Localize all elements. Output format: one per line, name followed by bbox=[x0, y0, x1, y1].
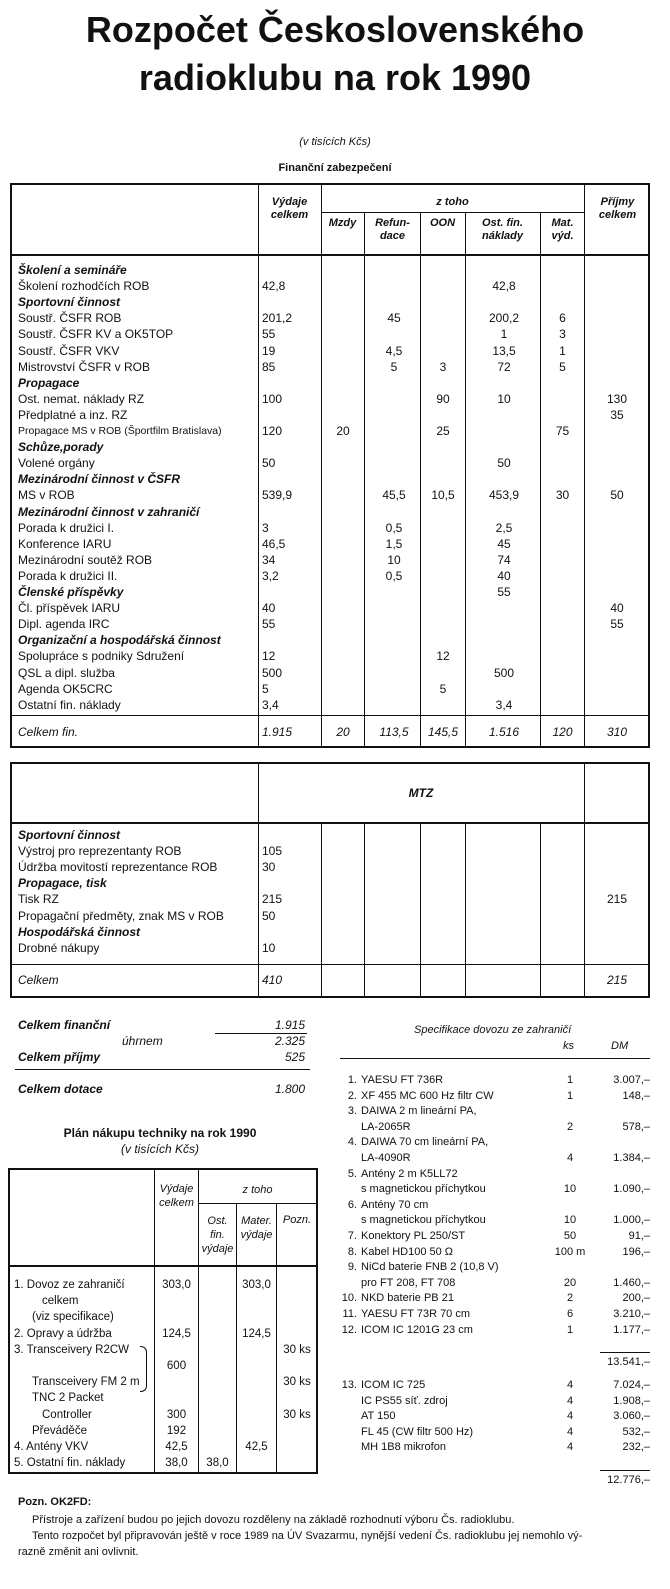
spec-num: 11. bbox=[342, 1308, 357, 1320]
spec-item-name: NiCd baterie FNB 2 (10,8 V) bbox=[361, 1261, 499, 1274]
plan-hdr-ztoho: z toho bbox=[242, 1184, 273, 1196]
col-divider bbox=[465, 212, 466, 747]
plan-cell-pozn: 30 ks bbox=[283, 1408, 311, 1421]
spec-dm: 1.090,– bbox=[613, 1183, 650, 1196]
cell-ref: 45 bbox=[387, 311, 401, 326]
cell-pr: 50 bbox=[610, 488, 624, 503]
spec-item-name: Konektory PL 250/ST bbox=[361, 1230, 466, 1242]
spec-num: 1. bbox=[347, 1074, 357, 1086]
spec-num: 10. bbox=[341, 1292, 357, 1305]
cell-v: 55 bbox=[262, 617, 276, 632]
spec-num: 9. bbox=[347, 1261, 357, 1274]
row-label: Soustř. ČSFR KV a OK5TOP bbox=[18, 327, 174, 342]
spec-rule bbox=[340, 1058, 650, 1059]
total-label: Celkem fin. bbox=[18, 725, 79, 739]
sum-uhrnem-label: úhrnem bbox=[122, 1034, 163, 1048]
spec-item-name: FL 45 (CW filtr 500 Hz) bbox=[361, 1425, 474, 1438]
row-divider bbox=[198, 1203, 317, 1204]
spec-item-name: s magnetickou příchytkou bbox=[361, 1214, 486, 1227]
plan-hdr-mater: Mater. výdaje bbox=[240, 1215, 273, 1241]
plan-cell-v: 42,5 bbox=[165, 1441, 188, 1453]
row-label: Porada k družici II. bbox=[18, 568, 118, 583]
row-label: Propagace MS v ROB (Športfilm Bratislava) bbox=[18, 425, 222, 437]
spec-item-name: DAIWA 2 m lineární PA, bbox=[361, 1105, 477, 1118]
plan-units: (v tisících Kčs) bbox=[120, 1142, 199, 1156]
sum-prijmy-label: Celkem příjmy bbox=[18, 1050, 101, 1064]
plan-cell-v: 600 bbox=[166, 1360, 187, 1372]
spec-dm: 7.024,– bbox=[613, 1379, 650, 1391]
plan-row-label: 3. Transceivery R2CW bbox=[14, 1343, 130, 1356]
cell-v: 120 bbox=[262, 424, 283, 438]
cell-ost: 74 bbox=[497, 552, 511, 567]
plan-cell-mat: 124,5 bbox=[242, 1327, 271, 1340]
total-v: 410 bbox=[262, 973, 283, 987]
hdr-oon: OON bbox=[429, 217, 456, 229]
sum-fin-value: 1.915 bbox=[274, 1018, 305, 1032]
cell-ost: 42,8 bbox=[492, 279, 516, 294]
cell-pr: 40 bbox=[610, 601, 624, 616]
spec-dm: 196,– bbox=[622, 1245, 650, 1258]
spec-item-name: XF 455 MC 600 Hz filtr CW bbox=[361, 1089, 494, 1102]
cell-v: 12 bbox=[262, 649, 276, 664]
spec-item-name: YAESU FT 73R 70 cm bbox=[361, 1308, 471, 1320]
cell-ost: 40 bbox=[497, 568, 511, 583]
cell-v: 5 bbox=[262, 681, 269, 696]
total-ref: 113,5 bbox=[379, 725, 409, 739]
cell-v: 3,4 bbox=[262, 697, 279, 712]
total-mzdy: 20 bbox=[336, 725, 350, 739]
plan-cell-v: 124,5 bbox=[162, 1327, 191, 1340]
spec-item-name: AT 150 bbox=[361, 1410, 396, 1423]
plan-cell-pozn: 30 ks bbox=[283, 1376, 311, 1389]
spec-ks: 1 bbox=[566, 1323, 574, 1336]
spec-item-name: ICOM IC 725 bbox=[361, 1379, 426, 1391]
cell-ref: 0,5 bbox=[385, 568, 403, 583]
cell-ost: 72 bbox=[497, 359, 511, 374]
cell-oon: 5 bbox=[439, 681, 447, 696]
total-pr: 310 bbox=[606, 725, 628, 739]
spec-num: 3. bbox=[347, 1105, 357, 1118]
spec-num: 6. bbox=[347, 1198, 357, 1211]
cell-oon: 25 bbox=[436, 424, 450, 438]
cell-v: 19 bbox=[262, 343, 276, 358]
cell-v: 100 bbox=[262, 391, 283, 406]
spec-item-name: DAIWA 70 cm lineární PA, bbox=[361, 1136, 489, 1149]
plan-row-label: Transceivery FM 2 m bbox=[32, 1376, 140, 1389]
spec-dm: 232,– bbox=[622, 1441, 650, 1454]
spec-dm: 3.060,– bbox=[613, 1410, 650, 1423]
row-label: Porada k družici I. bbox=[18, 520, 115, 535]
spec-dm-header: DM bbox=[611, 1040, 629, 1052]
cell-v: 215 bbox=[262, 892, 283, 907]
plan-row-label: 1. Dovoz ze zahraničí bbox=[14, 1279, 125, 1291]
hdr-refundace: Refun-dace bbox=[375, 217, 410, 242]
total-oon: 145,5 bbox=[427, 725, 459, 739]
cell-v: 34 bbox=[262, 552, 276, 567]
page-title-line1: Rozpočet Československého bbox=[85, 9, 585, 50]
total-pr: 215 bbox=[606, 973, 628, 987]
plan-cell-ost: 38,0 bbox=[206, 1457, 229, 1470]
row-label: Výstroj pro reprezentanty ROB bbox=[18, 844, 182, 859]
cell-ost: 13,5 bbox=[492, 343, 516, 358]
plan-row-label: (viz specifikace) bbox=[32, 1311, 114, 1324]
hdr-ost: Ost. fin. náklady bbox=[482, 217, 523, 242]
spec-ks: 1 bbox=[566, 1089, 574, 1102]
cell-ost: 2,5 bbox=[495, 520, 513, 535]
spec-ks: 10 bbox=[563, 1214, 577, 1227]
cell-v: 46,5 bbox=[262, 536, 286, 551]
category-label: Organizační a hospodářská činnost bbox=[18, 633, 221, 648]
plan-row-label: 2. Opravy a údržba bbox=[14, 1327, 112, 1340]
plan-row-label: 5. Ostatní fin. náklady bbox=[14, 1457, 126, 1470]
total-label: Celkem bbox=[18, 973, 59, 987]
note-line-3: razně změnit ani ovlivnit. bbox=[18, 1546, 139, 1558]
plan-hdr-ost: Ost. fin. výdaje bbox=[201, 1215, 234, 1255]
spec-total: 12.776,– bbox=[607, 1474, 650, 1486]
spec-ks: 4 bbox=[566, 1152, 574, 1164]
spec-dm: 1.908,– bbox=[613, 1394, 650, 1407]
cell-ref: 1,5 bbox=[385, 536, 403, 551]
col-divider bbox=[540, 822, 541, 997]
cell-mat: 6 bbox=[559, 311, 566, 326]
cell-ost: 10 bbox=[497, 391, 511, 406]
spec-item-name: NKD baterie PB 21 bbox=[361, 1292, 454, 1305]
category-label: Sportovní činnost bbox=[18, 828, 120, 842]
spec-ks-header: ks bbox=[563, 1040, 574, 1052]
cell-ref: 4,5 bbox=[385, 343, 403, 358]
spec-dm: 1.000,– bbox=[613, 1214, 650, 1227]
row-divider bbox=[11, 715, 649, 716]
spec-ks: 4 bbox=[566, 1394, 574, 1407]
spec-item-name: Kabel HD100 50 Ω bbox=[361, 1245, 454, 1258]
category-label: Propagace bbox=[18, 375, 80, 390]
spec-dm: 91,– bbox=[628, 1230, 650, 1242]
spec-item-name: IC PS55 síť. zdroj bbox=[361, 1394, 448, 1407]
hdr-prijmy: Příjmy celkem bbox=[598, 196, 637, 221]
cell-v: 3,2 bbox=[262, 568, 279, 583]
category-label: Mezinárodní činnost v zahraničí bbox=[18, 504, 200, 519]
row-label: Dipl. agenda IRC bbox=[18, 617, 110, 632]
cell-ost: 1 bbox=[500, 327, 508, 342]
category-label: Školení a semináře bbox=[18, 263, 127, 277]
plan-row-label: Převáděče bbox=[32, 1424, 87, 1437]
row-label: Soustř. ČSFR VKV bbox=[18, 343, 120, 358]
cell-v: 539,9 bbox=[262, 488, 293, 503]
plan-cell-v: 192 bbox=[166, 1424, 187, 1437]
cell-v: 201,2 bbox=[262, 311, 293, 326]
col-divider bbox=[321, 822, 322, 997]
sum-dotace-label: Celkem dotace bbox=[18, 1082, 103, 1096]
cell-oon: 10,5 bbox=[431, 488, 455, 503]
col-divider bbox=[258, 184, 259, 747]
spec-item-name: Antény 2 m K5LL72 bbox=[361, 1167, 458, 1180]
spec-total-rule bbox=[600, 1470, 650, 1471]
cell-v: 105 bbox=[262, 844, 283, 859]
spec-item-name: MH 1B8 mikrofon bbox=[361, 1441, 446, 1454]
col-divider bbox=[321, 184, 322, 747]
spec-subtotal: 13.541,– bbox=[607, 1356, 650, 1368]
spec-item-name: pro FT 208, FT 708 bbox=[361, 1276, 456, 1289]
spec-dm: 1.177,– bbox=[613, 1323, 650, 1336]
total-mat: 120 bbox=[552, 725, 573, 739]
spec-ks: 4 bbox=[566, 1379, 574, 1391]
spec-subtotal-rule bbox=[600, 1352, 650, 1353]
plan-cell-v: 300 bbox=[166, 1408, 187, 1421]
category-label: Hospodářská činnost bbox=[18, 924, 141, 939]
cell-ost: 200,2 bbox=[488, 311, 520, 326]
row-label: Údržba movitostí reprezentance ROB bbox=[18, 860, 218, 875]
spec-item-name: LA-2065R bbox=[361, 1120, 411, 1133]
category-label: Členské příspěvky bbox=[18, 585, 124, 599]
units-note: (v tisících Kčs) bbox=[299, 136, 371, 148]
row-label: Propagační předměty, znak MS v ROB bbox=[18, 908, 224, 923]
cell-mat: 75 bbox=[555, 424, 570, 438]
spec-ks: 2 bbox=[566, 1120, 574, 1133]
row-label: MS v ROB bbox=[18, 488, 75, 503]
sum-uhrnem-value: 2.325 bbox=[274, 1034, 305, 1048]
spec-num: 4. bbox=[347, 1136, 357, 1149]
spec-ks: 20 bbox=[563, 1276, 577, 1289]
spec-dm: 200,– bbox=[622, 1292, 650, 1305]
col-divider bbox=[420, 212, 421, 747]
spec-num: 13. bbox=[341, 1379, 357, 1391]
cell-mzdy: 20 bbox=[336, 424, 350, 438]
spec-num: 5. bbox=[347, 1167, 357, 1180]
cell-oon: 3 bbox=[439, 359, 447, 374]
cell-v: 50 bbox=[262, 456, 276, 471]
cell-ost: 500 bbox=[493, 665, 515, 680]
group-brace bbox=[140, 1346, 147, 1392]
spec-ks: 2 bbox=[566, 1292, 574, 1305]
hdr-mat: Mat. výd. bbox=[551, 217, 574, 242]
col-divider bbox=[465, 822, 466, 997]
cell-ost: 45 bbox=[497, 536, 511, 551]
row-divider bbox=[11, 254, 649, 256]
plan-cell-v: 38,0 bbox=[165, 1457, 188, 1470]
note-line-2: Tento rozpočet byl připravován ještě v roce 1989 na ÚV Svazarmu, nynější vedení Čs. radioklubu jej nemohlo vý- bbox=[32, 1530, 583, 1542]
section-title: Finanční zabezpečení bbox=[278, 162, 392, 174]
row-divider bbox=[321, 212, 584, 213]
row-divider bbox=[11, 964, 649, 965]
cell-v: 3 bbox=[262, 520, 269, 535]
plan-cell-pozn: 30 ks bbox=[283, 1343, 311, 1356]
row-label: Drobné nákupy bbox=[18, 940, 100, 955]
col-divider bbox=[584, 184, 585, 747]
category-label: Propagace, tisk bbox=[18, 876, 107, 891]
category-label: Mezinárodní činnost v ČSFR bbox=[18, 472, 181, 487]
hdr-vydaje: Výdaje celkem bbox=[270, 196, 309, 221]
spec-dm: 1.384,– bbox=[613, 1152, 650, 1164]
hdr-ztoho: z toho bbox=[436, 196, 469, 208]
cell-ref: 0,5 bbox=[385, 520, 403, 535]
spec-num: 7. bbox=[347, 1230, 357, 1242]
spec-ks: 4 bbox=[566, 1441, 574, 1454]
col-divider bbox=[364, 822, 365, 997]
note-title: Pozn. OK2FD: bbox=[18, 1496, 92, 1508]
row-label: Mistrovství ČSFR v ROB bbox=[18, 359, 151, 374]
spec-ks: 6 bbox=[566, 1308, 574, 1320]
col-divider bbox=[540, 212, 541, 747]
row-label: Tisk RZ bbox=[18, 892, 59, 907]
cell-ref: 45,5 bbox=[382, 488, 406, 503]
cell-pr: 55 bbox=[610, 617, 624, 632]
spec-dm: 3.007,– bbox=[613, 1074, 650, 1086]
spec-item-name: ICOM IC 1201G 23 cm bbox=[361, 1323, 473, 1336]
plan-row-label: 4. Antény VKV bbox=[14, 1441, 89, 1453]
cell-mat: 3 bbox=[559, 327, 566, 342]
sum-rule bbox=[215, 1033, 307, 1034]
cell-ost: 50 bbox=[497, 456, 511, 471]
row-label: Mezinárodní soutěž ROB bbox=[18, 552, 153, 567]
cell-oon: 12 bbox=[436, 649, 450, 664]
cell-v: 55 bbox=[262, 327, 276, 342]
col-divider bbox=[420, 822, 421, 997]
plan-row-label: Controller bbox=[42, 1408, 92, 1421]
spec-item-name: Antény 70 cm bbox=[361, 1198, 429, 1211]
plan-hdr-vydaje: Výdaje celkem bbox=[159, 1183, 194, 1209]
row-label: Školení rozhodčích ROB bbox=[18, 279, 150, 294]
col-divider bbox=[276, 1203, 277, 1473]
row-label: Agenda OK5CRC bbox=[18, 681, 113, 696]
row-label: Ostatní fin. náklady bbox=[18, 697, 121, 712]
row-divider bbox=[9, 1265, 317, 1267]
spec-dm: 148,– bbox=[622, 1089, 650, 1102]
spec-item-name: YAESU FT 736R bbox=[361, 1074, 444, 1086]
plan-row-label: TNC 2 Packet bbox=[32, 1392, 104, 1405]
cell-ost: 55 bbox=[497, 585, 511, 599]
spec-ks: 4 bbox=[566, 1410, 574, 1423]
cell-v: 10 bbox=[262, 940, 276, 955]
spec-ks: 1 bbox=[566, 1074, 574, 1086]
spec-ks: 50 bbox=[563, 1230, 577, 1242]
spec-item-name: LA-4090R bbox=[361, 1152, 411, 1164]
note-line-1: Přístroje a zařízení budou po jejich dovozu rozděleny na základě rozhodnutí výboru Čs. radioklubu. bbox=[32, 1514, 515, 1526]
col-divider bbox=[584, 763, 585, 997]
cell-pr: 130 bbox=[606, 391, 628, 406]
row-label: Spolupráce s podniky Sdružení bbox=[18, 649, 185, 664]
cell-mat: 1 bbox=[559, 343, 566, 358]
row-label: Volené orgány bbox=[18, 456, 95, 471]
plan-cell-mat: 303,0 bbox=[242, 1279, 271, 1291]
row-label: Konference IARU bbox=[18, 536, 112, 551]
plan-cell-v: 303,0 bbox=[162, 1279, 191, 1291]
row-label: Předplatné a inz. RZ bbox=[18, 407, 128, 422]
row-divider bbox=[11, 822, 649, 824]
cell-v: 40 bbox=[262, 601, 276, 616]
row-label: Soustř. ČSFR ROB bbox=[18, 311, 122, 326]
spec-dm: 1.460,– bbox=[613, 1276, 650, 1289]
sum-dotace-value: 1.800 bbox=[274, 1082, 305, 1096]
spec-dm: 532,– bbox=[622, 1425, 650, 1438]
spec-item-name: s magnetickou příchytkou bbox=[361, 1183, 486, 1196]
plan-row-label: celkem bbox=[42, 1295, 79, 1308]
cell-v: 50 bbox=[262, 908, 276, 923]
page-title-line2: radioklubu na rok 1990 bbox=[138, 57, 532, 98]
cell-mat: 30 bbox=[555, 488, 570, 503]
cell-ost: 453,9 bbox=[488, 488, 520, 503]
sum-prijmy-value: 525 bbox=[284, 1050, 305, 1064]
cell-ref: 10 bbox=[387, 552, 401, 567]
category-label: Schůze,porady bbox=[18, 440, 104, 455]
cell-oon: 90 bbox=[436, 391, 450, 406]
cell-v: 30 bbox=[262, 860, 276, 875]
spec-dm: 578,– bbox=[622, 1120, 650, 1133]
plan-hdr-pozn: Pozn. bbox=[282, 1214, 312, 1226]
total-v: 1.915 bbox=[262, 725, 293, 739]
col-divider bbox=[364, 212, 365, 747]
cell-v: 85 bbox=[262, 359, 276, 374]
spec-dm: 3.210,– bbox=[613, 1308, 650, 1320]
category-label: Sportovní činnost bbox=[18, 295, 120, 310]
cell-v: 42,8 bbox=[262, 279, 286, 294]
cell-ost: 3,4 bbox=[495, 697, 513, 712]
spec-num: 2. bbox=[347, 1089, 357, 1102]
spec-num: 8. bbox=[347, 1245, 357, 1258]
cell-pr: 35 bbox=[610, 407, 624, 422]
cell-ref: 5 bbox=[390, 359, 398, 374]
hdr-mzdy: Mzdy bbox=[328, 217, 357, 229]
row-label: QSL a dipl. služba bbox=[18, 665, 115, 680]
mtz-header: MTZ bbox=[408, 786, 434, 800]
sum-rule bbox=[15, 1069, 310, 1070]
row-label: Ost. nemat. náklady RZ bbox=[18, 391, 145, 406]
spec-num: 12. bbox=[341, 1323, 357, 1336]
spec-ks: 4 bbox=[566, 1425, 574, 1438]
spec-ks: 100 m bbox=[554, 1245, 586, 1258]
spec-title: Specifikace dovozu ze zahraničí bbox=[414, 1024, 572, 1036]
plan-title: Plán nákupu techniky na rok 1990 bbox=[63, 1126, 257, 1140]
total-ost: 1.516 bbox=[488, 725, 520, 739]
row-label: Čl. příspěvek IARU bbox=[18, 601, 121, 616]
cell-mat: 5 bbox=[559, 359, 566, 374]
spec-ks: 10 bbox=[563, 1183, 577, 1196]
plan-cell-mat: 42,5 bbox=[245, 1441, 268, 1453]
cell-pr: 215 bbox=[606, 892, 628, 907]
cell-v: 500 bbox=[262, 665, 283, 680]
sum-fin-label: Celkem finanční bbox=[18, 1018, 111, 1032]
